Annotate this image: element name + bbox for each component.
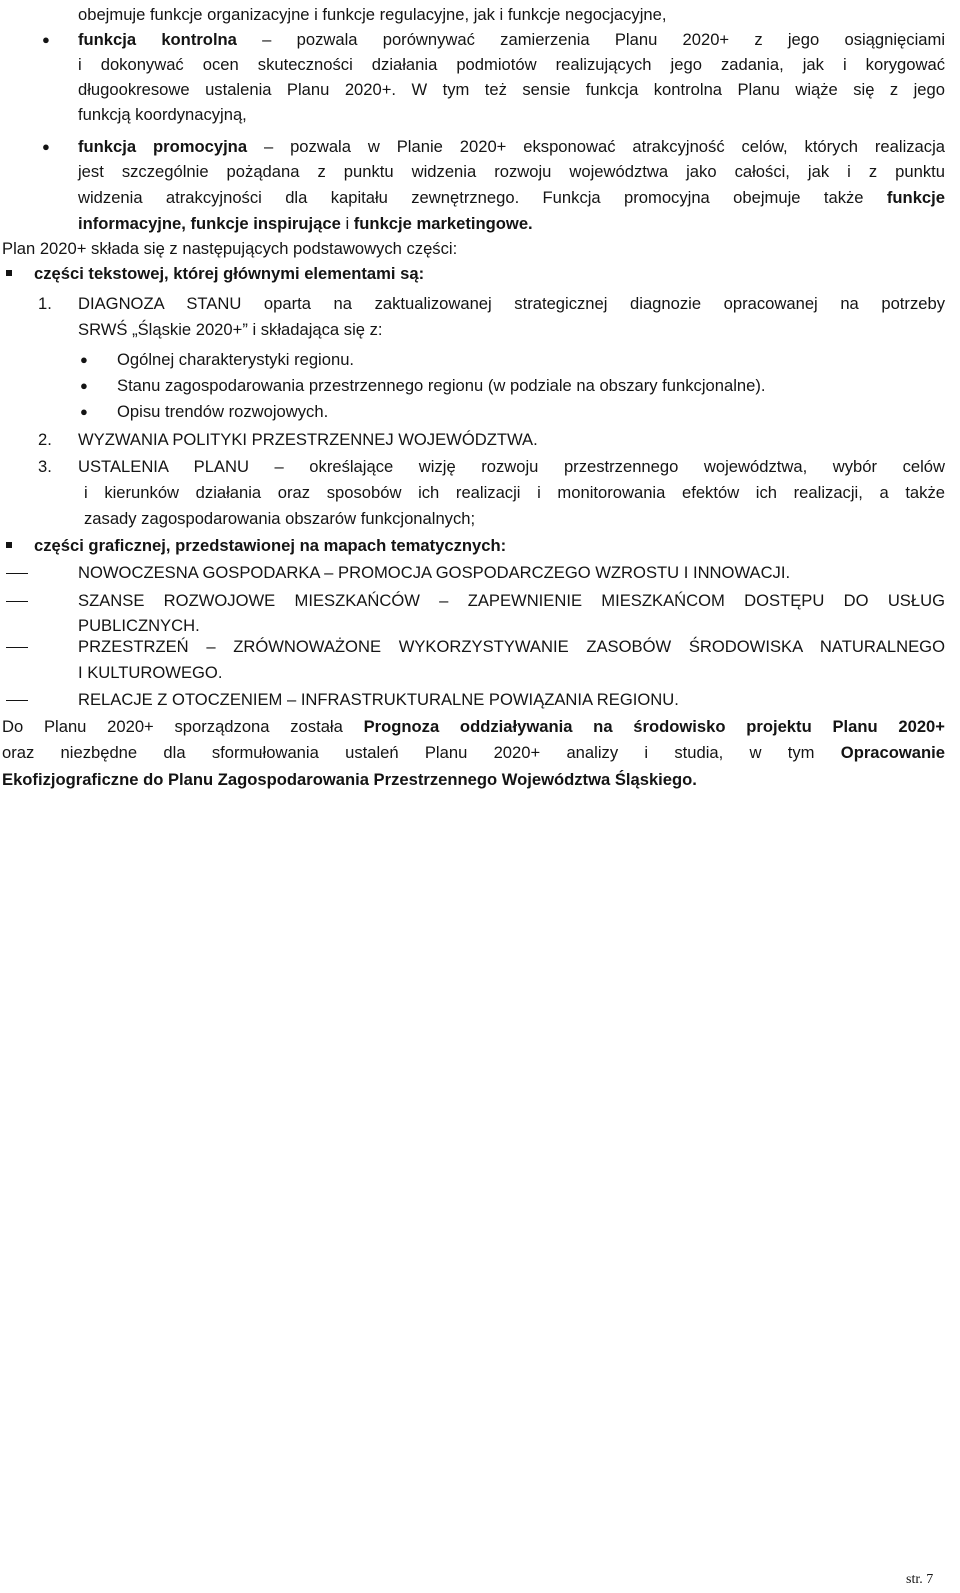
square-bullet-icon <box>6 542 12 548</box>
page-number: str. 7 <box>906 1572 934 1587</box>
promocyjna-line-4-and: i <box>345 214 350 233</box>
promocyjna-line-1: funkcja promocyjna – pozwala w Planie 2020+ eksponować atrakcyjność celów, których realizacja <box>78 137 945 156</box>
diagnoza-line-2: SRWŚ „Śląskie 2020+” i składająca się z: <box>78 320 383 339</box>
ustalenia-line-1: USTALENIA PLANU – określające wizję rozwoju przestrzennego województwa, wybór celów <box>78 457 945 476</box>
intro-line: obejmuje funkcje organizacyjne i funkcje regulacyjne, jak i funkcje negocjacyjne, <box>78 5 667 24</box>
promocyjna-line-4-bold-a: informacyjne, funkcje inspirujące <box>78 214 341 233</box>
dash-bullet-icon <box>6 601 28 602</box>
closing-line-3: Ekofizjograficzne do Planu Zagospodarowania Przestrzennego Województwa Śląskiego. <box>2 770 697 789</box>
promocyjna-line-3-text: widzenia atrakcyjności dla kapitału zewnętrznego. Funkcja promocyjna obejmuje także <box>78 188 864 207</box>
closing-line-2 <box>2 742 945 764</box>
diagnoza-line-1: DIAGNOZA STANU oparta na zaktualizowanej strategicznej diagnozie opracowanej na potrzeby <box>78 294 945 313</box>
promocyjna-line-4-bold-c: funkcje marketingowe. <box>353 214 533 233</box>
bullet-icon: ● <box>80 352 88 367</box>
diagnoza-item: Opisu trendów rozwojowych. <box>117 402 329 421</box>
dash-bullet-icon <box>6 700 28 701</box>
bullet-icon: ● <box>80 404 88 419</box>
tekstowa-heading: części tekstowej, której głównymi elementami są: <box>34 264 425 283</box>
diagnoza-number: 1. <box>38 294 52 313</box>
dash-bullet-icon <box>6 647 28 648</box>
promocyjna-line-3-bold: funkcje <box>886 188 945 207</box>
kontrolna-line-3: długookresowe ustalenia Planu 2020+. W tym też sensie funkcja kontrolna Planu wiąże się z jego <box>78 80 945 99</box>
map-item-2-line-2: PUBLICZNYCH. <box>78 616 200 635</box>
promocyjna-line-2: jest szczególnie pożądana z punktu widzenia rozwoju województwa jako całości, jak i z punktu <box>78 162 945 181</box>
kontrolna-line-2: i dokonywać ocen skuteczności działania podmiotów realizujących jego zadania, jak i korygować <box>78 55 945 74</box>
closing-line-2-text: oraz niezbędne dla sformułowania ustaleń Planu 2020+ analizy i studia, w tym <box>2 743 815 762</box>
wyzwania-number: 2. <box>38 430 52 449</box>
promocyjna-term: funkcja promocyjna <box>78 137 248 156</box>
closing-line-1-text: Do Planu 2020+ sporządzona została <box>2 717 343 736</box>
map-item-4: RELACJE Z OTOCZENIEM – INFRASTRUKTURALNE POWIĄZANIA REGIONU. <box>78 690 679 709</box>
dash-bullet-icon <box>6 573 28 574</box>
promocyjna-line-4 <box>78 213 533 235</box>
ustalenia-line-2: i kierunków działania oraz sposobów ich realizacji i monitorowania efektów ich realizacji, a także <box>84 483 945 502</box>
wyzwania-text: WYZWANIA POLITYKI PRZESTRZENNEJ WOJEWÓDZTWA. <box>78 430 538 449</box>
kontrolna-line-4: funkcją koordynacyjną, <box>78 105 247 124</box>
kontrolna-line-1: funkcja kontrolna – pozwala porównywać zamierzenia Planu 2020+ z jego osiągnięciami <box>78 30 945 49</box>
bullet-icon: ● <box>80 378 88 393</box>
map-item-3-line-2: I KULTUROWEGO. <box>78 663 223 682</box>
promocyjna-line-3 <box>78 187 945 209</box>
promocyjna-text: pozwala w Planie 2020+ eksponować atrakcyjność celów, których realizacja <box>290 137 945 156</box>
ustalenia-line-3: zasady zagospodarowania obszarów funkcjonalnych; <box>84 509 476 528</box>
closing-line-1-bold: Prognoza oddziaływania na środowisko projektu Planu 2020+ <box>363 717 945 736</box>
kontrolna-term: funkcja kontrolna <box>78 30 237 49</box>
closing-line-1 <box>2 716 945 738</box>
graficzna-heading: części graficznej, przedstawionej na mapach tematycznych: <box>34 536 507 555</box>
bullet-icon: ● <box>42 32 50 47</box>
closing-line-2-bold: Opracowanie <box>840 743 945 762</box>
diagnoza-item: Stanu zagospodarowania przestrzennego regionu (w podziale na obszary funkcjonalne). <box>117 376 766 395</box>
map-item-2-line-1: SZANSE ROZWOJOWE MIESZKAŃCÓW – ZAPEWNIENIE MIESZKAŃCOM DOSTĘPU DO USŁUG <box>78 591 945 610</box>
plan-parts-line: Plan 2020+ składa się z następujących podstawowych części: <box>2 239 458 258</box>
map-item-3-line-1: PRZESTRZEŃ – ZRÓWNOWAŻONE WYKORZYSTYWANIE ZASOBÓW ŚRODOWISKA NATURALNEGO <box>78 637 945 656</box>
map-item-1: NOWOCZESNA GOSPODARKA – PROMOCJA GOSPODARCZEGO WZROSTU I INNOWACJI. <box>78 563 791 582</box>
ustalenia-number: 3. <box>38 457 52 476</box>
kontrolna-text: pozwala porównywać zamierzenia Planu 2020+ z jego osiągnięciami <box>296 30 945 49</box>
bullet-icon: ● <box>42 139 50 154</box>
square-bullet-icon <box>6 270 12 276</box>
diagnoza-item: Ogólnej charakterystyki regionu. <box>117 350 355 369</box>
